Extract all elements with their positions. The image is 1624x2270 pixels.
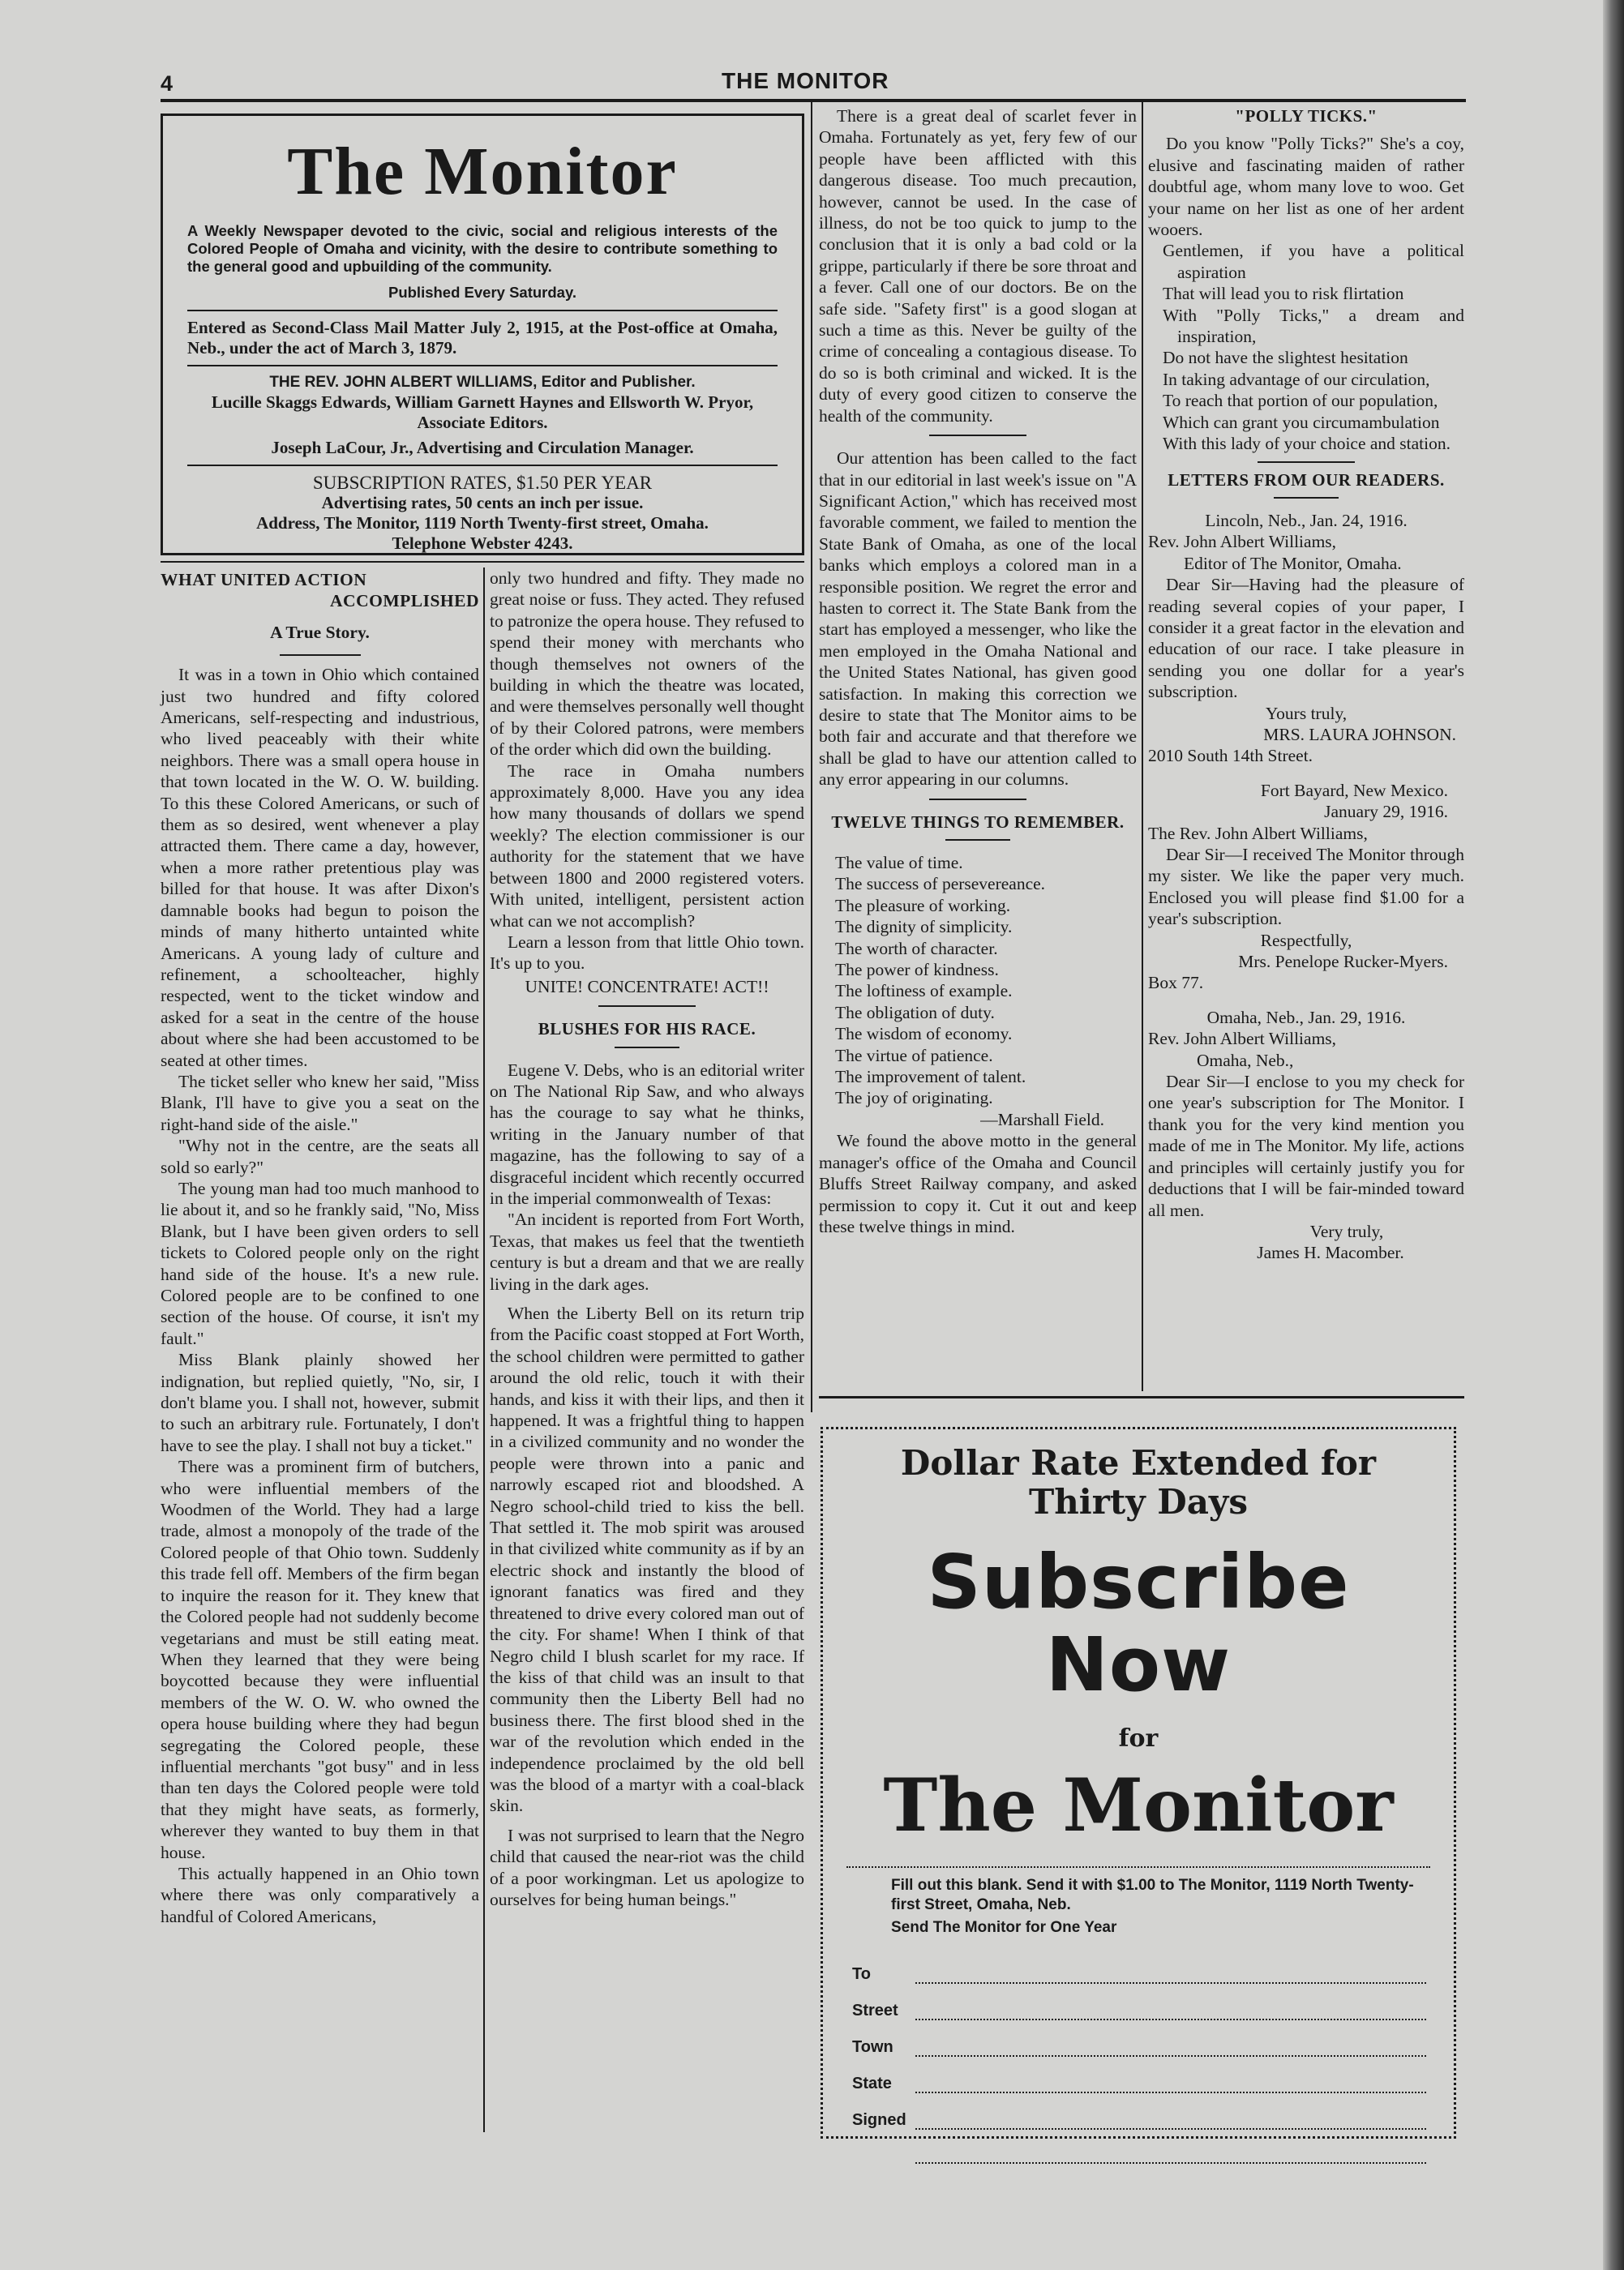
section-rule [945, 839, 1010, 841]
letter-body: Dear Sir—Having had the pleasure of reading several copies of your paper, I consider it a great factor in the elevation and education of our race. I take pleasure in sending you one dollar for a year's subscription. [1148, 575, 1464, 702]
letter-date: Fort Bayard, New Mexico. [1260, 780, 1448, 800]
story-paragraph: The young man had too much manhood to lie about it, and so he frankly said, "No, Miss Blank, but I have been given orders to sell tickets to Colored people only on the right hand side of the house. It's a new rule. Colored people are to be confined to one section of the house. Of course, it isn't my fault." [161, 1178, 479, 1348]
blushes-paragraph: I was not surprised to learn that the Negro child that caused the near-riot was the child of a poor workingman. Let us apologize to ourselves for being human beings." [490, 1825, 804, 1909]
masthead-rule [187, 365, 778, 366]
form-row-extra[interactable] [915, 2148, 1434, 2164]
story-title-line-2: ACCOMPLISHED [330, 591, 479, 611]
street-field[interactable] [915, 2004, 1426, 2020]
letter-salutation: Omaha, Neb., [1197, 1050, 1294, 1070]
form-label: Street [852, 2002, 898, 2019]
column-3 [819, 105, 1137, 1237]
ad-headline: Dollar Rate Extended for Thirty Days [900, 1443, 1377, 1522]
state-field[interactable] [915, 2077, 1426, 2093]
list-item: The improvement of talent. [835, 1067, 1026, 1087]
ad-paper-name: The Monitor [883, 1762, 1394, 1848]
story-paragraph: This actually happened in an Ohio town where there was only comparatively a handful of Colored Americans, [161, 1863, 479, 1926]
letter-close: Respectfully, [1260, 930, 1352, 950]
letter-close: Yours truly, [1265, 703, 1348, 723]
column-divider [811, 102, 812, 1412]
scarlet-fever-item: There is a great deal of scarlet fever in Omaha. Fortunately as yet, fery few of our people have been afflicted with this dangerous disease. Too much precaution, however, cannot be used. In the case of illness, do not be too quick to jump to the conclusion that it is only a bad cold or la grippe, particularly if there be sore throat and a fever. Call one of our doctors. Be on the safe side. "Safety first" is a good slogan at such a time as this. Never be guilty of the crime of concealing a contagious disease. To do so is both criminal and wicked. It is the duty of every good citizen to conserve the health of the community. [819, 106, 1137, 426]
story-paragraph: The ticket seller who knew her said, "Miss Blank, I'll have to give you a seat on the right-hand side of the aisle." [161, 1071, 479, 1134]
to-field[interactable] [915, 1968, 1426, 1984]
section-rule [929, 435, 1026, 436]
section-rule [161, 561, 804, 563]
section-rule [1258, 461, 1355, 463]
letter-body: Dear Sir—I received The Monitor through my sister. We like the paper very much. Enclosed you will please find $1.00 for a year's subscription. [1148, 845, 1464, 929]
verse-line: Do not have the slightest hesitation [1163, 348, 1408, 368]
form-row-street[interactable] [852, 2002, 1434, 2020]
blushes-title: BLUSHES FOR HIS RACE. [538, 1019, 756, 1039]
masthead-title: The Monitor [287, 134, 678, 209]
list-item: The value of time. [835, 853, 963, 872]
polly-ticks-verse [1148, 240, 1464, 454]
advertising-rates: Advertising rates, 50 cents an inch per issue. [321, 493, 644, 512]
letters-title: LETTERS FROM OUR READERS. [1168, 469, 1445, 490]
subscription-advertisement [821, 1427, 1456, 2139]
twelve-things-title: TWELVE THINGS TO REMEMBER. [831, 812, 1125, 832]
letter-date: January 29, 1916. [1324, 802, 1448, 822]
form-label: State [852, 2075, 892, 2092]
letter-salutation: Rev. John Albert Williams, [1148, 1029, 1337, 1049]
verse-line: In taking advantage of our circulation, [1163, 369, 1430, 389]
list-item: The power of kindness. [835, 960, 999, 980]
letter-signature: James H. Macomber. [1257, 1243, 1404, 1263]
ad-send-line: Send The Monitor for One Year [891, 1919, 1117, 1936]
letter-signature: MRS. LAURA JOHNSON. [1263, 724, 1456, 744]
story-paragraph: Miss Blank plainly showed her indignation, but replied quietly, "No, sir, I don't blame you. I shall not, however, submit to such an arbitrary rule. Fortunately, I don't have to see the play. I shall not buy a ticket." [161, 1350, 479, 1455]
verse-line: That will lead you to risk flirtation [1163, 284, 1404, 304]
story-paragraph: There was a prominent firm of butchers, who were influential members of the Woodmen of the World. They had a large trade, almost a monopoly of the trade of the Colored people of that Ohio town. Suddenly this trade fell off. Members of the firm began to inquire the reason for it. They knew that the Colored people had not suddenly become vegetarians and must be still eating meat. When they learned that they were being boycotted because they were influential members of the W. O. W. who owned the opera house building where they had begun segregating the Colored people, these influential merchants "got busy" and in less than ten days the Colored people were told that they might have seats, as formerly, wherever they wanted to buy them in that house. [161, 1457, 479, 1862]
letter-salutation: The Rev. John Albert Williams, [1148, 823, 1368, 843]
section-rule [1274, 497, 1339, 499]
polly-ticks-title: "POLLY TICKS." [1235, 106, 1378, 126]
polly-ticks-intro: Do you know "Polly Ticks?" She's a coy, elusive and fascinating maiden of rather doubtful age, whom many love to woo. Get your name on her list as one of her ardent wooers. [1148, 134, 1464, 240]
list-item: The obligation of duty. [835, 1002, 995, 1022]
column-divider [1142, 102, 1143, 1391]
published-note: Published Every Saturday. [388, 284, 577, 301]
letter-salutation: Rev. John Albert Williams, [1148, 532, 1337, 552]
list-item: The wisdom of economy. [835, 1024, 1013, 1044]
form-row-signed[interactable] [852, 2111, 1434, 2130]
ad-subscribe: Subscribe [927, 1539, 1350, 1625]
letter-close: Very truly, [1309, 1221, 1384, 1241]
town-field[interactable] [915, 2041, 1426, 2057]
verse-line: With "Polly Ticks," a dream and inspiration, [1163, 305, 1464, 347]
list-item: The virtue of patience. [835, 1045, 993, 1065]
letter-signature: Mrs. Penelope Rucker-Myers. [1238, 952, 1448, 972]
form-row-state[interactable] [852, 2075, 1434, 2093]
subscription-rates: SUBSCRIPTION RATES, $1.50 PER YEAR [312, 473, 653, 493]
section-rule [929, 799, 1026, 800]
ad-instructions: Fill out this blank. Send it with $1.00 to The Monitor, 1119 North Twenty-first Street, Omaha, Neb. [891, 1877, 1414, 1913]
ad-for: for [1118, 1724, 1159, 1753]
signed-field[interactable] [915, 2114, 1426, 2130]
manager-line: Joseph LaCour, Jr., Advertising and Circulation Manager. [271, 438, 694, 457]
associates-line: Lucille Skaggs Edwards, William Garnett Haynes and Ellsworth W. Pryor, Associate Editors. [211, 392, 754, 432]
story-paragraph: It was in a town in Ohio which contained just two hundred and fifty colored Americans, self-respecting and industrious, who lived peaceably with their white neighbors. There was a small opera house in that town located in the W. O. W. building. To this these Colored Americans, or such of them as so desired, went whenever a play attracted them. There came a day, however, when a more rather pretentious play was billed for that house. It was after Dixon's damnable books had begun to poison the minds of many hitherto untainted white Americans. A young lady of culture and refinement, a schoolteacher, highly respected, went to the ticket window and asked for a seat in the centre of the house about where she had been accustomed to be seated at other times. [161, 665, 479, 1070]
list-item: The pleasure of working. [835, 895, 1011, 915]
story-subtitle: A True Story. [270, 622, 370, 642]
section-rule [615, 1047, 679, 1048]
section-rule [819, 1396, 1464, 1398]
form-label: Signed [852, 2111, 906, 2129]
twelve-things-list [819, 852, 1137, 1109]
masthead-description: A Weekly Newspaper devoted to the civic, social and religious interests of the Colored People of Omaha and vicinity, with the desire to contribute something to the general good and upbuilding of the community. [187, 222, 778, 275]
twelve-things-note: We found the above motto in the general manager's office of the Omaha and Council Bluffs Street Railway company, and asked permission to copy it. Cut it out and keep these twelve things in mind. [819, 1131, 1137, 1236]
letter-address: Box 77. [1148, 973, 1204, 993]
page-number: 4 [161, 71, 174, 96]
ad-now: Now [1045, 1621, 1232, 1708]
entered-note: Entered as Second-Class Mail Matter July 2, 1915, at the Post-office at Omaha, Neb., under the act of March 3, 1879. [187, 318, 778, 358]
letter-date: Omaha, Neb., Jan. 29, 1916. [1206, 1007, 1406, 1027]
verse-line: To reach that portion of our population, [1163, 391, 1438, 411]
story-paragraph: The race in Omaha numbers approximately 8,000. Have you any idea how many thousands of dollars we spend weekly? The election commissioner is our authority for the statement that we have between 1800 and 2000 registered voters. With united, intelligent, persistent action what can we not accomplish? [490, 760, 804, 931]
list-item: The dignity of simplicity. [835, 917, 1013, 937]
letter-body: Dear Sir—I enclose to you my check for one year's subscription for The Monitor. I thank you for the very kind mention you made of me in The Monitor. My life, actions and principles will certainly justify you for deductions that I will be fair-minded toward all men. [1148, 1072, 1464, 1220]
masthead-rule [187, 465, 778, 466]
story-paragraph: only two hundred and fifty. They made no great noise or fuss. They acted. They refused to patronize the opera house. They refused to spend their money with merchants who though themselves not owners of the building in which the theatre was located, and were themselves personally well thought of by their Colored patrons, were members of the order which did own the building. [490, 568, 804, 760]
story-slogan: UNITE! CONCENTRATE! ACT!! [525, 976, 769, 996]
list-item: The worth of character. [835, 938, 998, 958]
story-column-2 [490, 568, 804, 1910]
form-label: To [852, 1965, 871, 1983]
editor-line: THE REV. JOHN ALBERT WILLIAMS, Editor and Publisher. [269, 374, 696, 391]
list-item: The success of persevereance. [835, 874, 1046, 894]
story-rule [280, 654, 361, 656]
list-item: The loftiness of example. [835, 981, 1013, 1001]
running-title: THE MONITOR [722, 68, 889, 93]
header-rule [161, 99, 1466, 102]
letter-salutation: Editor of The Monitor, Omaha. [1184, 553, 1402, 573]
signed-field-extra[interactable] [915, 2148, 1426, 2164]
address-line: Address, The Monitor, 1119 North Twenty-first street, Omaha. [256, 513, 709, 533]
scan-edge [1603, 0, 1624, 2270]
story-paragraph: Learn a lesson from that little Ohio town. It's up to you. [490, 932, 804, 974]
masthead-rule [187, 310, 778, 311]
form-row-to[interactable] [852, 1965, 1434, 1984]
telephone-line: Telephone Webster 4243. [392, 533, 573, 553]
column-4 [1148, 105, 1464, 1264]
list-item: The joy of originating. [835, 1088, 993, 1108]
blushes-paragraph: "An incident is reported from Fort Worth, Texas, that makes us feel that the twentieth century is but a dream and that we are really living in the dark ages. [490, 1210, 804, 1294]
letter-address: 2010 South 14th Street. [1148, 746, 1313, 766]
letter-date: Lincoln, Neb., Jan. 24, 1916. [1205, 510, 1408, 530]
masthead-box [161, 114, 804, 555]
story-column-1 [161, 568, 479, 1927]
form-label: Town [852, 2038, 893, 2056]
verse-line: Which can grant you circumambulation [1163, 412, 1440, 432]
verse-line: Gentlemen, if you have a political aspiration [1163, 241, 1464, 282]
ad-dotted-rule [846, 1866, 1430, 1868]
form-row-town[interactable] [852, 2038, 1434, 2057]
story-paragraph: "Why not in the centre, are the seats all sold so early?" [161, 1136, 479, 1177]
blushes-paragraph: Eugene V. Debs, who is an editorial writer on The National Rip Saw, and who always has the courage to say what he thinks, writing in the January number of that magazine, has the following to say of a disgraceful incident which recently occurred in the imperial commonwealth of Texas: [490, 1060, 804, 1208]
correction-item: Our attention has been called to the fact that in our editorial in last week's issue on "A Significant Action," which has received most favorable comment, we failed to mention the State Bank of Omaha, as one of the local banks which employs a colored man in a responsible position. We regret the error and hasten to correct it. The State Bank from the start has employed a messenger, who like the men employed in the Omaha National and the United States National, has given good satisfaction. In making this correction we desire to state that The Monitor aims to be both fair and accurate and that therefore we shall be glad to have our attention called to any error appearing in our columns. [819, 448, 1137, 790]
section-rule [598, 1005, 696, 1007]
twelve-things-author: —Marshall Field. [980, 1109, 1104, 1129]
column-divider [483, 568, 485, 2132]
blushes-paragraph: When the Liberty Bell on its return trip from the Pacific coast stopped at Fort Worth, the school children were permitted to gather around the old relic, touch it with their hands, and kiss it with their lips, and then it happened. It was a frightful thing to happen in a civilized community and no wonder the people were thrown into a panic and narrowly escaped riot and bloodshed. A Negro school-child tried to kiss the bell. That settled it. The mob spirit was aroused in that civilized white community as if by an electric shock and instantly the blood of ignorant fanatics was fired and they threatened to drive every colored man out of the city. For shame! When I think of that Negro child I blush scarlet for my race. If the kiss of that child was an insult to that community then the Liberty Bell had no business there. The first blood shed in the war of the revolution which ended in the independence proclaimed by the old bell was the blood of a martyr with a coal-black skin. [490, 1304, 804, 1816]
story-title-line-1: WHAT UNITED ACTION [161, 570, 367, 589]
verse-line: With this lady of your choice and station. [1163, 434, 1451, 454]
